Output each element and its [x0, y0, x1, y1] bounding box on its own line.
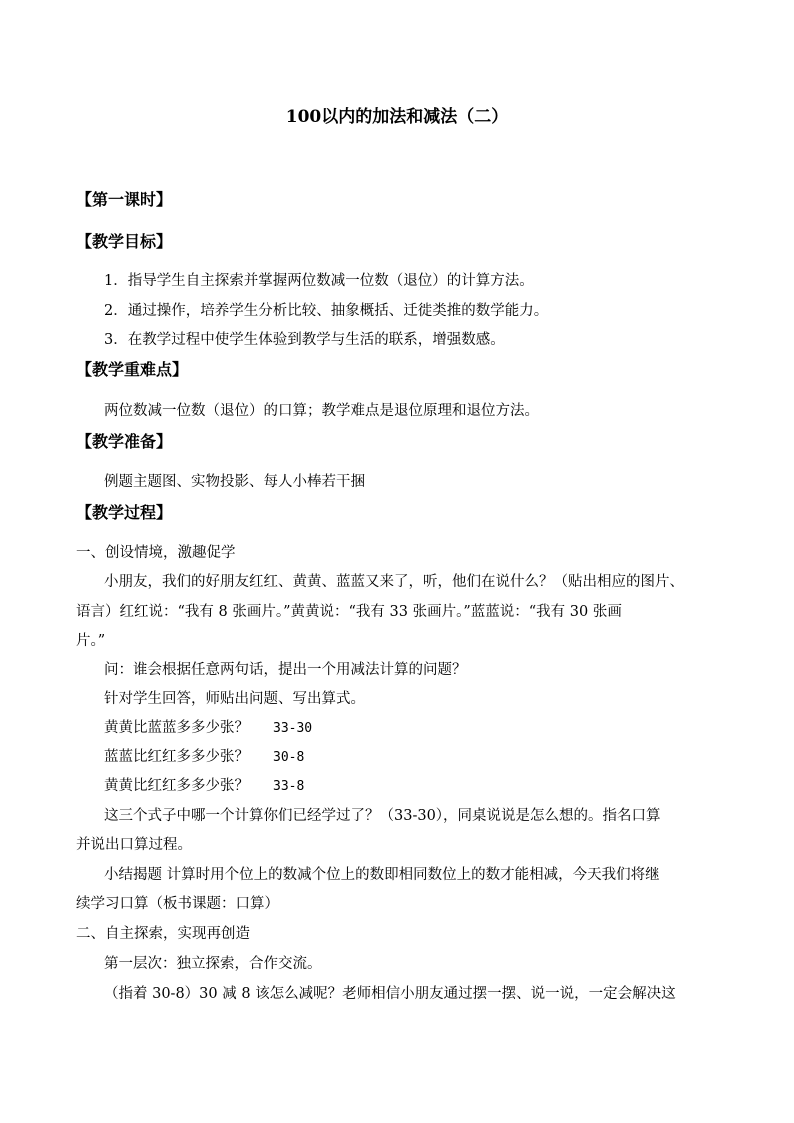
- paragraph-line: 片。”: [76, 633, 106, 649]
- process-heading: 【教学过程】: [76, 503, 173, 522]
- key-points-text: 两位数减一位数（退位）的口算；教学难点是退位原理和退位方法。: [104, 403, 539, 419]
- paragraph-line: 小朋友，我们的好朋友红红、黄黄、蓝蓝又来了，听，他们在说什么？（贴出相应的图片、: [104, 574, 684, 590]
- paragraph-line: 语言）红红说：“我有 8 张画片。”黄黄说：“我有 33 张画片。”蓝蓝说：“我有 30 张画: [76, 604, 622, 620]
- section-title: 二、自主探索，实现再创造: [76, 926, 250, 942]
- goals-heading: 【教学目标】: [76, 232, 173, 251]
- question-line: 问：谁会根据任意两句话，提出一个用减法计算的问题？: [104, 662, 467, 678]
- key-points-heading: 【教学重难点】: [76, 360, 189, 379]
- equation-row: [104, 775, 311, 798]
- equation-row: [104, 746, 311, 769]
- goal-item: 3．在教学过程中使学生体验到教学与生活的联系，增强数感。: [104, 332, 505, 348]
- equation-question: 黄黄比蓝蓝多多少张？: [104, 720, 249, 736]
- prep-heading: 【教学准备】: [76, 432, 173, 451]
- lesson-heading: 【第一课时】: [76, 190, 173, 209]
- prep-text: 例题主题图、实物投影、每人小棒若干捆: [104, 474, 365, 490]
- equation-expression: 33-8: [273, 779, 305, 794]
- paragraph-line: 这三个式子中哪一个计算你们已经学过了？（33-30），同桌说说是怎么想的。指名口算: [104, 808, 661, 824]
- equation-row: [104, 717, 311, 740]
- section-title: 一、创设情境，激趣促学: [76, 545, 236, 561]
- equation-question: 黄黄比红红多多少张？: [104, 778, 249, 794]
- equation-expression: 30-8: [273, 750, 305, 765]
- paragraph-line: （指着 30-8）30 减 8 该怎么减呢？老师相信小朋友通过摆一摆、说一说，一定会解决这: [104, 986, 676, 1002]
- goal-item: 2．通过操作，培养学生分析比较、抽象概括、迁徙类推的数学能力。: [104, 303, 549, 319]
- paragraph-line: 续学习口算（板书课题：口算）: [76, 896, 279, 912]
- level-line: 第一层次：独立探索，合作交流。: [104, 956, 322, 972]
- equation-question: 蓝蓝比红红多多少张？: [104, 749, 249, 765]
- equation-expression: 33-30: [273, 721, 313, 736]
- paragraph-line: 并说出口算过程。: [76, 837, 192, 853]
- paragraph-line: 小结揭题 计算时用个位上的数减个位上的数即相同数位上的数才能相减，今天我们将继: [104, 867, 660, 883]
- document-title: 100以内的加法和减法（二）: [285, 107, 509, 127]
- goal-item: 1．指导学生自主探索并掌握两位数减一位数（退位）的计算方法。: [104, 273, 534, 289]
- response-line: 针对学生回答，师贴出问题、写出算式。: [104, 691, 365, 707]
